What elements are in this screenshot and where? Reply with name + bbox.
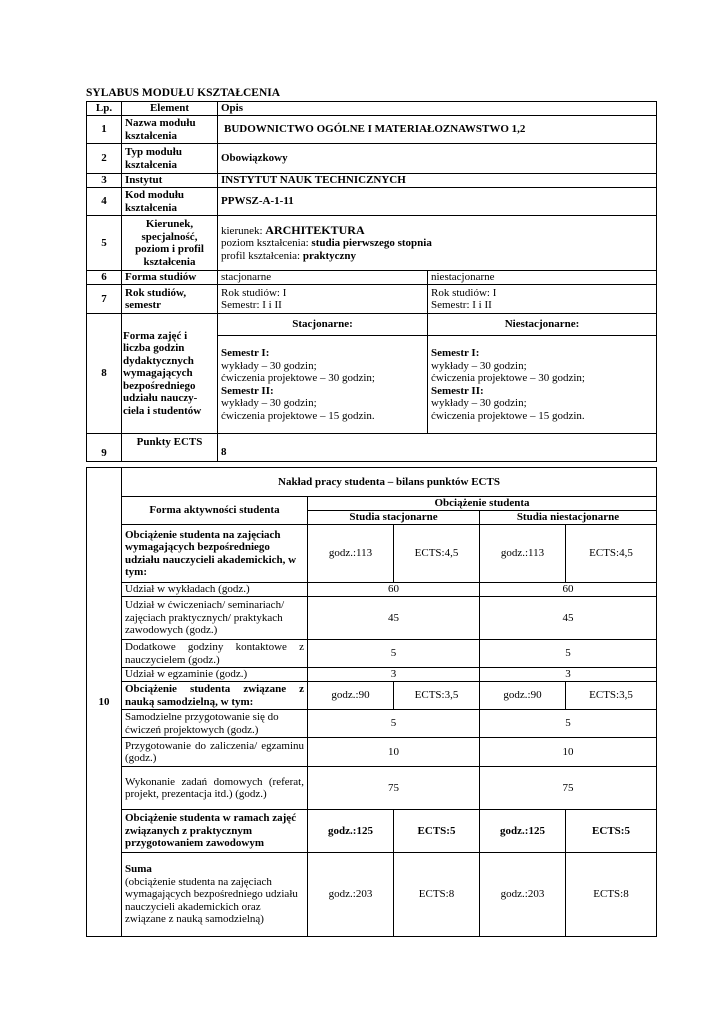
- row-7-nies: [428, 285, 657, 314]
- ects-item-2: [87, 583, 657, 597]
- item-4-label: Dodatkowe godziny kontaktowe z nauczycielem (godz.): [122, 640, 308, 668]
- profil-value: praktyczny: [302, 249, 357, 262]
- item-11-label-cell: [122, 853, 308, 937]
- nies-header: Studia niestacjonarne: [480, 511, 657, 525]
- row-3-lp: 3: [87, 174, 122, 188]
- poziom-value: studia pierwszego stopnia: [311, 237, 432, 250]
- row-4: [87, 188, 657, 216]
- item-9-label: Wykonanie zadań domowych (referat, projekt, prezentacja itd.) (godz.): [122, 767, 308, 810]
- ects-item-11: [87, 853, 657, 937]
- item-4-stac: 5: [308, 640, 480, 668]
- row-8-nies: [428, 336, 657, 434]
- row-6-lp: 6: [87, 271, 122, 285]
- row-1: [87, 116, 657, 144]
- header-row: [87, 102, 657, 116]
- row-1-lp: 1: [87, 116, 122, 144]
- item-4-nies: 5: [480, 640, 657, 668]
- item-10-stac-godz: godz.:125: [308, 810, 394, 853]
- item-11-nies-ects: ECTS:8: [566, 853, 657, 937]
- row-2-opis: Obowiązkowy: [218, 144, 657, 174]
- item-2-stac: 60: [308, 583, 480, 597]
- row-3-opis: INSTYTUT NAUK TECHNICZNYCH: [218, 174, 657, 188]
- row-2: [87, 144, 657, 174]
- syllabus-table-top: [86, 101, 657, 462]
- item-1-stac-godz: godz.:113: [308, 525, 394, 583]
- item-2-label: Udział w wykładach (godz.): [122, 583, 308, 597]
- item-10-nies-ects: ECTS:5: [566, 810, 657, 853]
- item-11-stac-godz: godz.:203: [308, 853, 394, 937]
- row-8-nies-header: Niestacjonarne:: [428, 314, 657, 336]
- row-8-lp: 8: [87, 314, 122, 434]
- stac-semestr: Semestr: I i II: [221, 299, 282, 311]
- ects-title-row: [87, 468, 657, 497]
- item-8-nies: 10: [480, 738, 657, 767]
- row-6: [87, 271, 657, 285]
- item-11-nies-godz: godz.:203: [480, 853, 566, 937]
- stac-rok: Rok studiów: I: [221, 286, 287, 299]
- item-11-label: (obciążenie studenta na zajęciach wymagających bezpośredniego udziału nauczycieli akademickich oraz związane z nauką samodzielną): [125, 875, 298, 926]
- document-title: SYLABUS MODUŁU KSZTAŁCENIA: [86, 87, 281, 99]
- header-lp: Lp.: [87, 102, 122, 116]
- stac-sem1-line1: wykłady – 30 godzin;: [221, 359, 317, 372]
- ects-item-3: [87, 597, 657, 640]
- poziom-label: poziom kształcenia:: [221, 237, 312, 250]
- row-5: [87, 216, 657, 271]
- nies-semestr: Semestr: I i II: [431, 299, 492, 311]
- row-1-element: Nazwa modułu kształcenia: [122, 116, 218, 144]
- nies-sem1-line1: wykłady – 30 godzin;: [431, 359, 527, 372]
- ects-item-8: [87, 738, 657, 767]
- item-1-nies-ects: ECTS:4,5: [566, 525, 657, 583]
- kierunek-label: kierunek:: [221, 224, 266, 237]
- row-5-lp: 5: [87, 216, 122, 271]
- profil-label: profil kształcenia:: [221, 249, 303, 262]
- row-9-element: Punkty ECTS: [122, 434, 218, 462]
- row-6-element: Forma studiów: [122, 271, 218, 285]
- item-6-stac-godz: godz.:90: [308, 682, 394, 710]
- ects-item-10: [87, 810, 657, 853]
- obciazenie-header: Obciążenie studenta: [308, 497, 657, 511]
- item-3-label: Udział w ćwiczeniach/ seminariach/ zajęciach praktycznych/ praktykach zawodowych (godz.): [122, 597, 308, 640]
- item-2-nies: 60: [480, 583, 657, 597]
- stac-sem2-line2: ćwiczenia projektowe – 15 godzin.: [221, 409, 375, 422]
- item-6-nies-ects: ECTS:3,5: [566, 682, 657, 710]
- stac-sem1-line2: ćwiczenia projektowe – 30 godzin;: [221, 372, 375, 384]
- row-10-lp: 10: [87, 468, 122, 937]
- item-9-nies: 75: [480, 767, 657, 810]
- item-3-nies: 45: [480, 597, 657, 640]
- item-1-nies-godz: godz.:113: [480, 525, 566, 583]
- row-8-stac-header: Stacjonarne:: [218, 314, 428, 336]
- item-1-stac-ects: ECTS:4,5: [394, 525, 480, 583]
- item-7-stac: 5: [308, 710, 480, 738]
- nies-sem1-line2: ćwiczenia projektowe – 30 godzin;: [431, 372, 585, 384]
- row-4-opis: PPWSZ-A-1-11: [218, 188, 657, 216]
- item-7-label: Samodzielne przygotowanie się do ćwiczeń projektowych (godz.): [122, 710, 308, 738]
- row-9: [87, 434, 657, 462]
- row-5-element: Kierunek, specjalność, poziom i profil kształcenia: [122, 216, 218, 271]
- ects-title: Nakład pracy studenta – bilans punktów ECTS: [122, 468, 657, 497]
- item-6-label: Obciążenie studenta związane z nauką samodzielną, w tym:: [122, 682, 308, 710]
- item-10-nies-godz: godz.:125: [480, 810, 566, 853]
- row-6-stacjonarne: stacjonarne: [218, 271, 428, 285]
- item-8-label: Przygotowanie do zaliczenia/ egzaminu (godz.): [122, 738, 308, 767]
- stac-sem2-title: Semestr II:: [221, 384, 274, 397]
- row-4-lp: 4: [87, 188, 122, 216]
- item-11-stac-ects: ECTS:8: [394, 853, 480, 937]
- row-9-lp: 9: [87, 434, 122, 462]
- nies-rok: Rok studiów: I: [431, 286, 497, 299]
- row-6-niestacjonarne: niestacjonarne: [428, 271, 657, 285]
- row-8-header: [87, 314, 657, 336]
- row-7-lp: 7: [87, 285, 122, 314]
- kierunek-value: ARCHITEKTURA: [265, 222, 365, 237]
- ects-item-1: [87, 525, 657, 583]
- row-8-stac: [218, 336, 428, 434]
- stac-header: Studia stacjonarne: [308, 511, 480, 525]
- item-5-label: Udział w egzaminie (godz.): [122, 668, 308, 682]
- row-7-element: Rok studiów, semestr: [122, 285, 218, 314]
- item-10-label: Obciążenie studenta w ramach zajęć związanych z praktycznym przygotowaniem zawodowym: [122, 810, 308, 853]
- nies-sem2-title: Semestr II:: [431, 384, 484, 397]
- item-6-nies-godz: godz.:90: [480, 682, 566, 710]
- ects-item-9: [87, 767, 657, 810]
- row-5-opis: [218, 216, 657, 271]
- ects-item-7: [87, 710, 657, 738]
- nies-sem1-title: Semestr I:: [431, 347, 480, 359]
- item-1-label: Obciążenie studenta na zajęciach wymagających bezpośredniego udziału nauczycieli akademickich, w tym:: [122, 525, 308, 583]
- row-2-element: Typ modułu kształcenia: [122, 144, 218, 174]
- row-9-opis: 8: [218, 434, 657, 462]
- row-8-element: Forma zajęć i liczba godzin dydaktycznych wymagających bezpośredniego udziału nauczy-ciela i studentów: [122, 314, 218, 434]
- item-5-stac: 3: [308, 668, 480, 682]
- item-11-title: Suma: [125, 863, 152, 876]
- row-7-stac: [218, 285, 428, 314]
- item-10-stac-ects: ECTS:5: [394, 810, 480, 853]
- ects-item-5: [87, 668, 657, 682]
- ects-balance-table: [86, 467, 657, 937]
- item-5-nies: 3: [480, 668, 657, 682]
- nies-sem2-line1: wykłady – 30 godzin;: [431, 397, 527, 409]
- header-opis: Opis: [218, 102, 657, 116]
- row-4-element: Kod modułu kształcenia: [122, 188, 218, 216]
- item-9-stac: 75: [308, 767, 480, 810]
- row-2-lp: 2: [87, 144, 122, 174]
- stac-sem1-title: Semestr I:: [221, 347, 270, 359]
- stac-sem2-line1: wykłady – 30 godzin;: [221, 397, 317, 409]
- item-8-stac: 10: [308, 738, 480, 767]
- ects-item-4: [87, 640, 657, 668]
- row-3-element: Instytut: [122, 174, 218, 188]
- row-3: [87, 174, 657, 188]
- item-6-stac-ects: ECTS:3,5: [394, 682, 480, 710]
- ects-header-row-1: [87, 497, 657, 511]
- header-element: Element: [122, 102, 218, 116]
- item-7-nies: 5: [480, 710, 657, 738]
- nies-sem2-line2: ćwiczenia projektowe – 15 godzin.: [431, 409, 585, 422]
- forma-header: Forma aktywności studenta: [122, 497, 308, 525]
- item-3-stac: 45: [308, 597, 480, 640]
- ects-item-6: [87, 682, 657, 710]
- row-1-opis: BUDOWNICTWO OGÓLNE I MATERIAŁOZNAWSTWO 1,2: [218, 116, 657, 144]
- row-7: [87, 285, 657, 314]
